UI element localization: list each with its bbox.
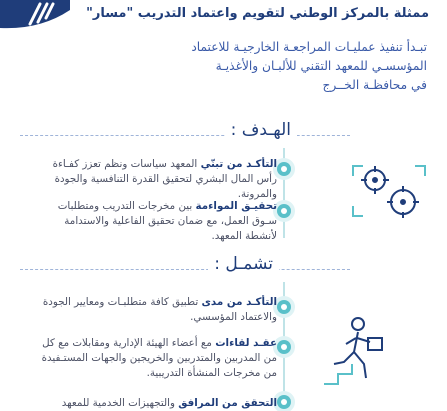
intro-line-2: المؤسسـي للمعهد التقني للألبـان والأغذيـة <box>215 59 427 73</box>
goal-item-2 <box>40 199 277 244</box>
timeline-dot <box>277 395 291 409</box>
timeline-dot <box>277 300 291 314</box>
scope-item-3 <box>40 396 277 411</box>
goal-section-header <box>0 120 447 148</box>
intro-paragraph <box>97 38 427 95</box>
goal-item-1 <box>40 157 277 202</box>
scope-item-3-text: والتجهيزات الخدمية للمعهد <box>61 397 179 409</box>
goal-item-2-bold: تحقيـق المواءمة <box>195 200 277 212</box>
target-icon <box>345 158 435 228</box>
scope-section-header <box>0 254 447 282</box>
header-title: ممثلة بالمركز الوطني لتقويم واعتماد التدريب "مسار" <box>86 6 429 21</box>
scope-item-2-text: مع أعضاء الهيئة الإدارية ومقابلات مع كل من المدربين والمتدربين والخريجين والجهات المستـفيدة من مخرجات المنشأة التدريبية. <box>41 337 277 379</box>
scope-item-2 <box>40 336 277 381</box>
scope-item-3-bold: التحقق من المرافق <box>178 397 277 409</box>
goal-title: الهـدف : <box>225 120 297 140</box>
logo-icon <box>0 0 70 30</box>
goal-item-1-text: المعهد سياسات ونظم تعزز كفـاءة رأس المال البشري لتحقيق القدرة التنافسية والجودة والمرونة. <box>52 158 277 200</box>
intro-line-1: تبـدأ تنفيذ عمليـات المراجعـة الخارجيـة للاعتماد <box>191 40 427 54</box>
timeline-dot <box>277 204 291 218</box>
climbing-steps-icon <box>318 312 398 392</box>
scope-item-1-bold: التأكـد من مدى <box>201 296 277 308</box>
scope-item-2-bold: عقـد لقاءات <box>215 337 277 349</box>
timeline-dot <box>277 340 291 354</box>
goal-item-2-text: بين مخرجات التدريب ومتطلبات سـوق العمل، مع ضمان تحقيق الفاعلية والاستدامة لأنشطة المعهد. <box>57 200 277 242</box>
timeline-dot <box>277 162 291 176</box>
scope-item-1-text: تطبيق كافة متطلبـات ومعايير الجودة والاعتماد المؤسسي. <box>42 296 277 323</box>
goal-item-1-bold: التأكـد من تبنّي <box>200 158 277 170</box>
scope-item-1 <box>40 295 277 325</box>
scope-title: تشمـل : <box>208 254 279 274</box>
intro-line-3: في محافظـة الخــرج <box>322 78 427 92</box>
